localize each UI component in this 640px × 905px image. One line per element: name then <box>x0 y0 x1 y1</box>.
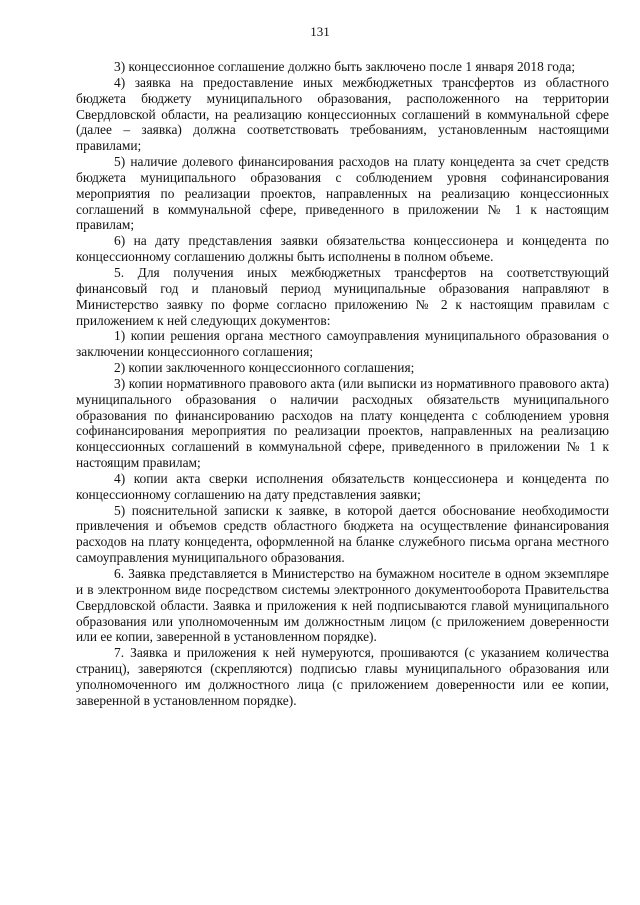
paragraph-section-7-numbering: 7. Заявка и приложения к ней нумеруются, прошиваются (с указанием количества страниц), заверяются (скрепляются) подписью главы муниципального образования или уполномоченного им должностного лица (с приложением доверенности или ее копии, заверенной в установленном порядке). <box>76 645 609 708</box>
paragraph-section-6-submission: 6. Заявка представляется в Министерство на бумажном носителе в одном экземпляре и в электронном виде посредством системы электронного документооборота Правительства Свердловской области. Заявка и приложения к ней подписываются главой муниципального образования или уполномоченным им должностным лицом (с приложением доверенности или ее копии, заверенной в установленном порядке). <box>76 566 609 645</box>
paragraph-section-5-documents: 5. Для получения иных межбюджетных трансфертов на соответствующий финансовый год и плановый период муниципальные образования направляют в Министерство заявку по форме согласно приложению № 2 к настоящим правилам с приложением к ней следующих документов: <box>76 264 609 328</box>
paragraph-doc-2-agreement-copy: 2) копии заключенного концессионного соглашения; <box>114 360 415 376</box>
paragraph-doc-1-decision-copy: 1) копии решения органа местного самоуправления муниципального образования о заключении концессионного соглашения; <box>76 328 609 360</box>
document-body <box>76 59 609 709</box>
paragraph-doc-5-explanatory-note: 5) пояснительной записки к заявке, в которой дается обоснование необходимости привлечения и объемов средств областного бюджета на осуществление финансирования расходов на плату концедента, оформленной на бланке служебного письма органа местного самоуправления муниципального образования. <box>76 502 609 566</box>
paragraph-item-6-obligations-fulfilled: 6) на дату представления заявки обязательства концессионера и концедента по концессионному соглашению должны быть исполнены в полном объеме. <box>76 233 609 265</box>
paragraph-doc-3-legal-act-copy: 3) копии нормативного правового акта (или выписки из нормативного правового акта) муниципального образования о наличии расходных обязательств муниципального образования по финансированию расходов на плату концедента с соблюдением уровня софинансирования мероприятия по реализации проектов, направленных на реализацию концессионных соглашений в коммунальной сфере, приведенного в приложении № 1 к настоящим правилам; <box>76 375 609 471</box>
paragraph-item-4-application-requirements: 4) заявка на предоставление иных межбюджетных трансфертов из областного бюджета бюджету муниципального образования, расположенного на территории Свердловской области, на реализацию концессионных соглашений в коммунальной сфере (далее – заявка) должна соответствовать требованиям, установленным настоящими правилами; <box>76 74 609 154</box>
page-number: 131 <box>310 24 330 39</box>
paragraph-doc-4-reconciliation-act: 4) копии акта сверки исполнения обязательств концессионера и концедента по концессионному соглашению на дату представления заявки; <box>76 470 609 502</box>
paragraph-item-5-co-financing: 5) наличие долевого финансирования расходов на плату концедента за счет средств бюджета муниципального образования с соблюдением уровня софинансирования мероприятия по реализации проектов, направленных на реализацию концессионных соглашений в коммунальной сфере, приведенного в приложении № 1 к настоящим правилам; <box>76 154 609 233</box>
paragraph-item-3-conclusion-date: 3) концессионное соглашение должно быть заключено после 1 января 2018 года; <box>114 59 576 74</box>
